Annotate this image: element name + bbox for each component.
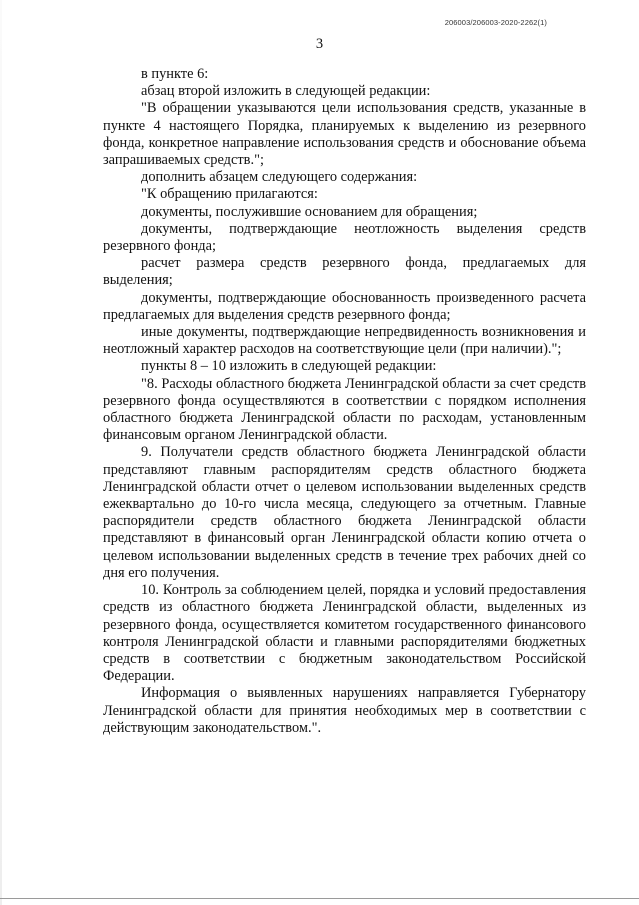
document-id: 206003/206003-2020-2262(1): [444, 18, 547, 27]
page-number: 3: [315, 36, 324, 52]
paragraph-violations-info: Информация о выявленных нарушениях направляется Губернатору Ленинградской области для принятия необходимых мер в соответствии с действующим законодательством.".: [103, 685, 586, 736]
paragraph-point-9-reporting: 9. Получатели средств областного бюджета Ленинградской области представляют главным распорядителям средств областного бюджета Ленинградской области отчет о целевом использовании выделенных средств ежеквартально до 10-го числа месяца, следующего за отчетным. Главные распорядители средств областного бюджета Ленинградской области представляют в финансовый орган Ленинградской области копию отчета о целевом использовании выделенных средств в течение трех рабочих дней со дня его получения.: [103, 444, 586, 581]
paragraph-point-6: в пункте 6:: [141, 66, 209, 82]
list-item-fund-calculation: расчет размера средств резервного фонда, предлагаемых для выделения;: [103, 255, 586, 289]
page-bottom-rule: [0, 898, 639, 899]
paragraph-second-abzac: абзац второй изложить в следующей редакции:: [141, 83, 431, 100]
list-item-justification-documents: документы, подтверждающие обоснованность произведенного расчета предлагаемых для выделения средств резервного фонда;: [103, 289, 586, 323]
list-item-urgency-documents: документы, подтверждающие неотложность выделения средств резервного фонда;: [103, 220, 586, 255]
paragraph-points-8-10: пункты 8 – 10 изложить в следующей редакции:: [141, 358, 437, 375]
paragraph-appeal-content: "В обращении указываются цели использования средств, указанные в пункте 4 настоящего Порядка, планируемых к выделению из резервного фонда, конкретное направление использования средств и обоснование объема запрашиваемых средств.";: [103, 100, 586, 169]
paragraph-attachments-intro: "К обращению прилагаются:: [141, 186, 318, 203]
list-item-other-documents: иные документы, подтверждающие непредвиденность возникновения и неотложный характер расходов на соответствующие цели (при наличии).";: [103, 324, 586, 358]
paragraph-point-10-control: 10. Контроль за соблюдением целей, порядка и условий предоставления средств из областного бюджета Ленинградской области, выделенных из резервного фонда, осуществляется комитетом государственного финансового контроля Ленинградской области и главными распорядителями бюджетных средств в соответствии с бюджетным законодательством Российской Федерации.: [103, 582, 586, 685]
scan-edge: [0, 0, 2, 905]
list-item-basis-documents: документы, послужившие основанием для обращения;: [141, 203, 478, 220]
paragraph-point-8-expenses: "8. Расходы областного бюджета Ленинградской области за счет средств резервного фонда осуществляются в соответствии с порядком исполнения областного бюджета Ленинградской области по расходам, установленным финансовым органом Ленинградской области.: [103, 375, 586, 444]
document-body: [103, 66, 586, 737]
paragraph-add-abzac: дополнить абзацем следующего содержания:: [141, 169, 418, 186]
